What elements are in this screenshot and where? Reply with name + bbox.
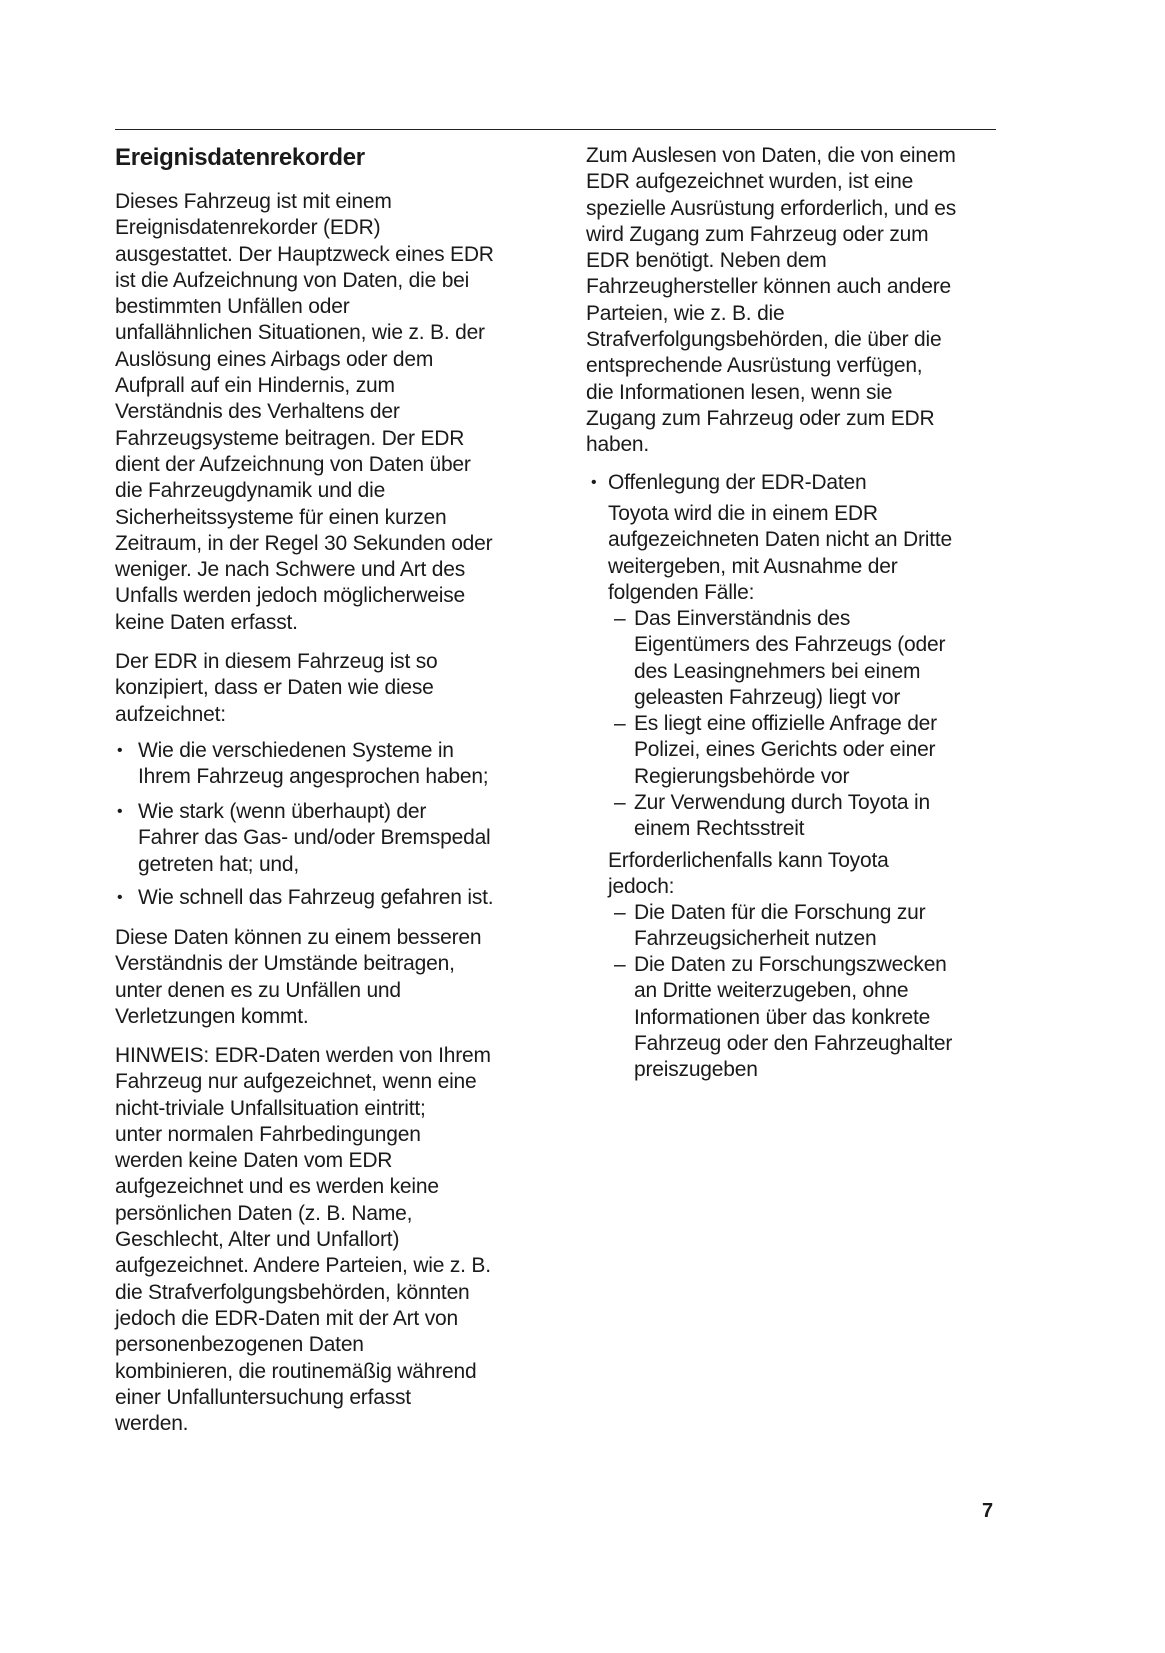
bullet-item: Wie schnell das Fahrzeug gefahren ist. bbox=[138, 886, 494, 909]
bullet-icon: • bbox=[591, 474, 597, 491]
dash-icon: – bbox=[614, 901, 626, 924]
bullet-icon: • bbox=[117, 742, 123, 759]
note-paragraph: HINWEIS: EDR-Daten werden von Ihrem Fahrzeug nur aufgezeichnet, wenn eine nicht-triviale Unfallsituation eintritt; unter normalen Fahrbedingungen werden keine Daten vom EDR aufgezeichnet und es werden keine persönlichen Daten (z. B. Name, Geschlecht, Alter und Unfallort) aufgezeichnet. Andere Parteien, wie z. B. die Strafverfolgungsbehörden, könnten jedoch die EDR-Daten mit der Art von personenbezogenen Daten kombinieren, die routinemäßig während einer Unfalluntersuchung erfasst werden. bbox=[115, 1044, 491, 1436]
paragraph: Zum Auslesen von Daten, die von einem EDR aufgezeichnet wurden, ist eine spezielle Ausrüstung erforderlich, und es wird Zugang zum Fahrzeug oder zum EDR benötigt. Neben dem Fahrzeughersteller können auch andere Parteien, wie z. B. die Strafverfolgungsbehörden, die über die entsprechende Ausrüstung verfügen, die Informationen lesen, wenn sie Zugang zum Fahrzeug oder zum EDR haben. bbox=[586, 144, 957, 457]
paragraph: Erforderlichenfalls kann Toyota jedoch: bbox=[608, 849, 889, 899]
bullet-icon: • bbox=[117, 803, 123, 820]
dash-item: Die Daten zu Forschungszwecken an Dritte weiterzugeben, ohne Informationen über das konkrete Fahrzeug oder den Fahrzeughalter preiszugeben bbox=[634, 953, 953, 1082]
dash-icon: – bbox=[614, 607, 626, 630]
dash-icon: – bbox=[614, 791, 626, 814]
page-number: 7 bbox=[982, 1500, 994, 1522]
bullet-item: Wie die verschiedenen Systeme in Ihrem Fahrzeug angesprochen haben; bbox=[138, 739, 489, 789]
dash-icon: – bbox=[614, 712, 626, 735]
paragraph: Dieses Fahrzeug ist mit einem Ereignisdatenrekorder (EDR) ausgestattet. Der Hauptzweck eines EDR ist die Aufzeichnung von Daten, die bei bestimmten Unfällen oder unfallähnlichen Situationen, wie z. B. der Auslösung eines Airbags oder dem Aufprall auf ein Hindernis, zum Verständnis des Verhaltens der Fahrzeugsysteme beitragen. Der EDR dient der Aufzeichnung von Daten über die Fahrzeugdynamik und die Sicherheitssysteme für einen kurzen Zeitraum, in der Regel 30 Sekunden oder weniger. Je nach Schwere und Art des Unfalls werden jedoch möglicherweise keine Daten erfasst. bbox=[115, 190, 494, 634]
dash-icon: – bbox=[614, 953, 626, 976]
paragraph: Toyota wird die in einem EDR aufgezeichneten Daten nicht an Dritte weitergeben, mit Ausnahme der folgenden Fälle: bbox=[608, 502, 952, 604]
section-heading: Ereignisdatenrekorder bbox=[115, 144, 365, 171]
top-rule bbox=[115, 129, 996, 130]
bullet-item: Wie stark (wenn überhaupt) der Fahrer das Gas- und/oder Bremspedal getreten hat; und, bbox=[138, 800, 491, 876]
dash-item: Das Einverständnis des Eigentümers des Fahrzeugs (oder des Leasingnehmers bei einem geleasten Fahrzeug) liegt vor bbox=[634, 607, 946, 709]
bullet-icon: • bbox=[117, 889, 123, 906]
dash-item: Die Daten für die Forschung zur Fahrzeugsicherheit nutzen bbox=[634, 901, 926, 951]
paragraph: Diese Daten können zu einem besseren Verständnis der Umstände beitragen, unter denen es zu Unfällen und Verletzungen kommt. bbox=[115, 926, 482, 1028]
paragraph: Der EDR in diesem Fahrzeug ist so konzipiert, dass er Daten wie diese aufzeichnet: bbox=[115, 650, 438, 726]
dash-item: Zur Verwendung durch Toyota in einem Rechtsstreit bbox=[634, 791, 930, 841]
dash-item: Es liegt eine offizielle Anfrage der Polizei, eines Gerichts oder einer Regierungsbehörde vor bbox=[634, 712, 937, 788]
bullet-item: Offenlegung der EDR-Daten bbox=[608, 471, 867, 494]
